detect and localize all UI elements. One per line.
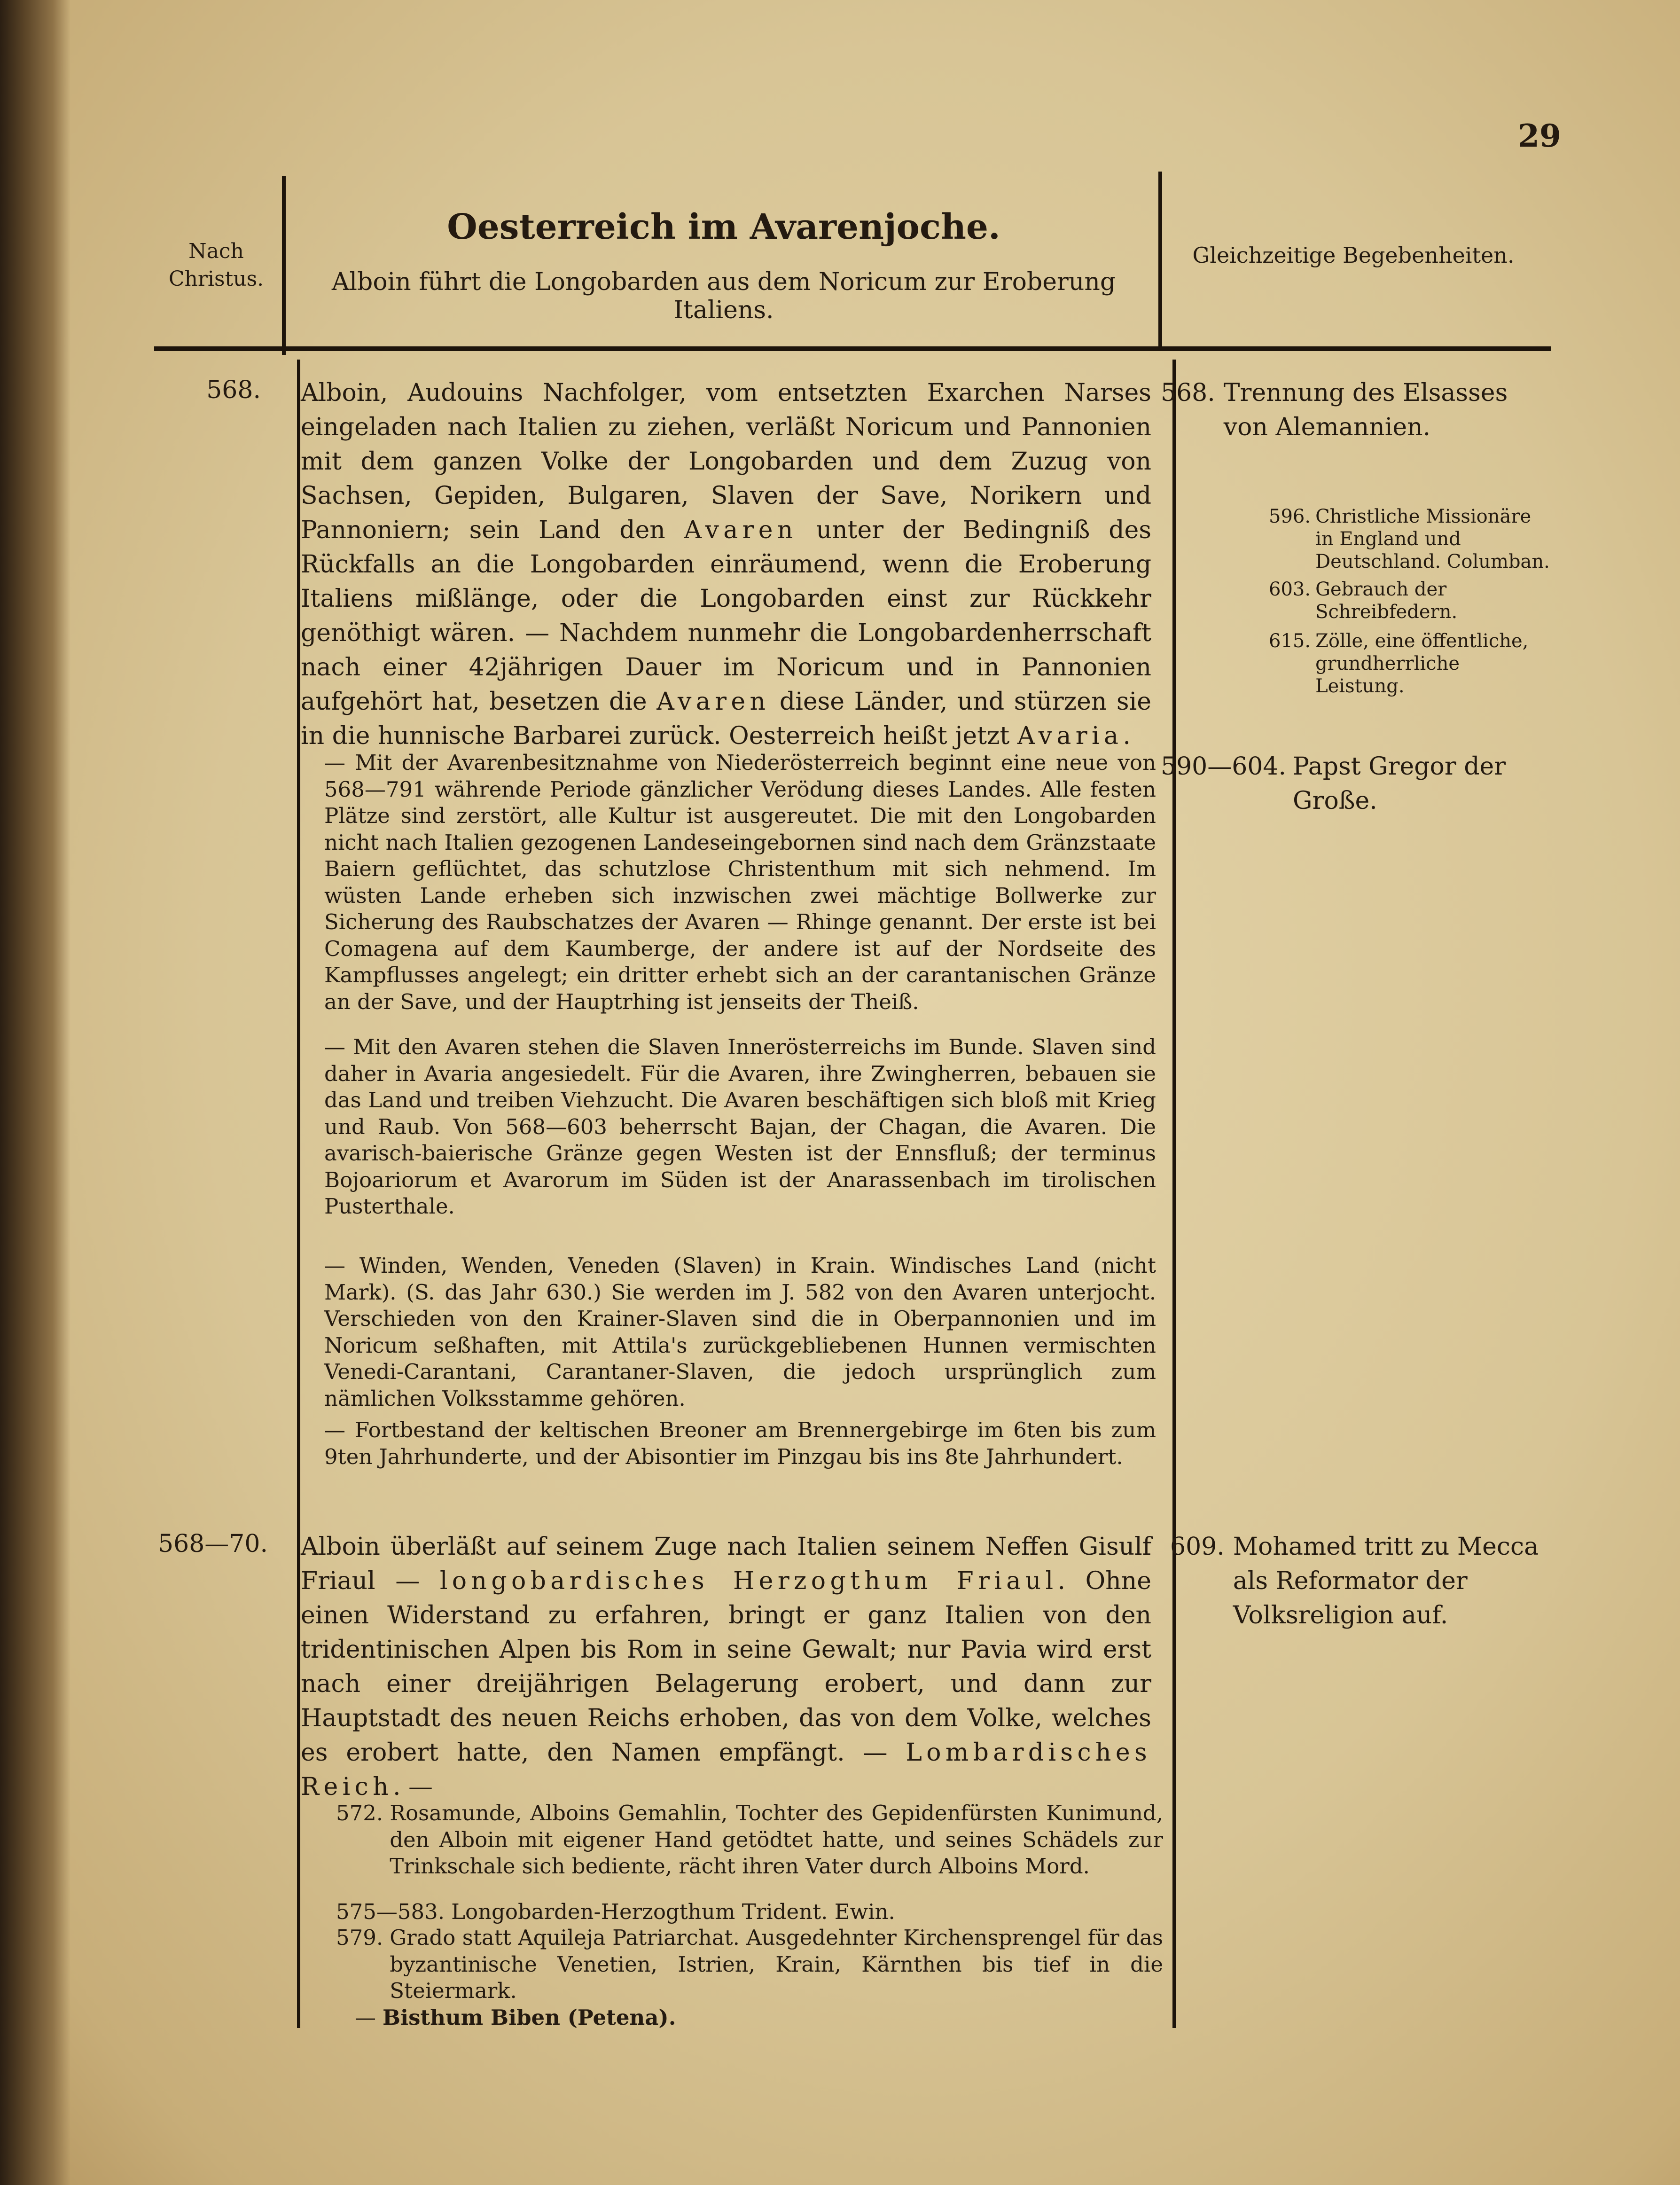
side-entry — [1161, 750, 1551, 818]
side-entry — [1170, 1530, 1555, 1633]
side-note — [1269, 505, 1551, 573]
entry-text: Alboin, Audouins Nachfolger, vom entsetzten Exarchen Narses eingeladen nach Italien zu ziehen, verläßt Noricum und Pannonien mit dem ganzen Volke der Longobarden und dem Zuzug von Sachsen, Gepiden, Bulgaren, Slaven der Save, Norikern und Pannoniern; sein Land den Avaren unter der Bedingniß des Rückfalls an die Longobarden einräumend, wenn die Eroberung Italiens mißlänge, oder die Longobarden einst zur Rückkehr genöthigt wären. — Nachdem nunmehr die Longobardenherrschaft nach einer 42jährigen Dauer im Noricum und in Pannonien aufgehört hat, besetzen die Avaren diese Länder, und stürzen sie in die hunnische Barbarei zurück. Oesterreich heißt jetzt Avaria. — [301, 379, 1152, 750]
note — [336, 1899, 1163, 1926]
side-date: 603. — [1269, 579, 1311, 600]
header-date-column: Nach Christus. — [168, 239, 264, 291]
side-text: Papst Gregor der Große. — [1293, 752, 1506, 815]
book-gutter — [0, 0, 70, 2185]
column-rule-top-right — [1158, 172, 1162, 350]
side-note — [1269, 578, 1551, 623]
entry-text: Alboin überläßt auf seinem Zuge nach Italien seinem Neffen Gisulf Friaul — longobardisches Herzogthum Friaul. Ohne einen Widerstand zu erfahren, bringt er ganz Italien von den tridentinischen Alpen bis Rom in seine Gewalt; nur Pavia wird erst nach einer dreijährigen Belagerung erobert, und dann zur Hauptstadt des neuen Reichs erhoben, das von dem Volke, welches es erobert hatte, den Namen empfängt. — Lombardisches Reich. — — [301, 1533, 1151, 1801]
note-text: Bisthum Biben (Petena). — [383, 2005, 676, 2030]
side-text: Zölle, eine öffentliche, grundherrliche Leistung. — [1315, 630, 1529, 697]
page-title: Oesterreich im Avarenjoche. — [447, 207, 1000, 247]
entry-date: 568. — [206, 376, 261, 404]
header-events-column: Gleichzeitige Begebenheiten. — [1192, 243, 1515, 268]
note-date: — — [355, 2005, 376, 2030]
entry-date: 568—70. — [158, 1530, 268, 1558]
note — [336, 1800, 1163, 1880]
page-number: 29 — [1518, 117, 1561, 154]
note: — Winden, Wenden, Veneden (Slaven) in Krain. Windisches Land (nicht Mark). (S. das Jahr 630.) Sie werden im J. 582 von den Avaren unterjocht. Verschieden von den Krainer-Slaven sind die in Oberpannonien und im Noricum seßhaften, mit Attila's zurückgebliebenen Hunnen vermischten Venedi-Carantani, Carantaner-Slaven, die jedoch ursprünglich zum nämlichen Volksstamme gehören. — [324, 1253, 1156, 1411]
note-text: Rosamunde, Alboins Gemahlin, Tochter des Gepidenfürsten Kunimund, den Alboin mit eigener Hand getödtet hatte, und seines Schädels zur Trinkschale sich bediente, rächt ihren Vater durch Alboins Mord. — [390, 1801, 1163, 1879]
side-text: Christliche Missionäre in England und Deutschland. Columban. — [1315, 506, 1550, 572]
note-text: Grado statt Aquileja Patriarchat. Ausgedehnter Kirchensprengel für das byzantinische Venetien, Istrien, Krain, Kärnthen bis tief in die Steiermark. — [390, 1925, 1163, 2003]
column-rule-left — [297, 360, 300, 2028]
column-rule-right — [1172, 360, 1176, 2028]
side-text: Mohamed tritt zu Mecca als Reformator der Volksreligion auf. — [1233, 1533, 1539, 1629]
side-text: Trennung des Elsasses von Alemannien. — [1223, 379, 1508, 441]
page-subtitle: Alboin führt die Longobarden aus dem Noricum zur Eroberung Italiens. — [331, 268, 1116, 324]
side-date: 615. — [1269, 630, 1311, 652]
side-entry — [1161, 376, 1551, 445]
side-date: 590—604. — [1161, 752, 1287, 781]
column-rule-top-left — [282, 176, 286, 355]
note: — Mit der Avarenbesitznahme von Niederösterreich beginnt eine neue von 568—791 währende Periode gänzlicher Verödung dieses Landes. Alle festen Plätze sind zerstört, alle Kultur ist ausgereutet. Die mit den Longobarden nicht nach Italien gezogenen Landeseingebornen sind nach dem Gränzstaate Baiern geflüchtet, das schutzlose Christenthum mit sich nehmend. Im wüsten Lande erheben sich inzwischen zwei mächtige Bollwerke zur Sicherung des Raubschatzes der Avaren — Rhinge genannt. Der erste ist bei Comagena auf dem Kaumberge, der andere ist auf der Nordseite des Kampflusses angelegt; ein dritter erhebt sich an der carantanischen Gränze an der Save, und der Hauptrhing ist jenseits der Theiß. — [324, 750, 1156, 1014]
side-note — [1269, 630, 1551, 697]
note — [336, 1925, 1163, 2005]
side-text: Gebrauch der Schreibfedern. — [1315, 579, 1458, 623]
note-date: 575—583. — [336, 1899, 445, 1924]
note — [355, 2005, 1163, 2031]
side-date: 609. — [1170, 1533, 1225, 1561]
note-date: 572. — [336, 1801, 383, 1825]
note-text: Longobarden-Herzogthum Trident. Ewin. — [451, 1899, 895, 1924]
note: — Fortbestand der keltischen Breoner am Brennergebirge im 6ten bis zum 9ten Jahrhunderte, und der Abisontier im Pinzgau bis ins 8te Jahrhundert. — [324, 1418, 1156, 1469]
side-date: 596. — [1269, 506, 1311, 527]
header-divider — [154, 346, 1551, 351]
note-date: 579. — [336, 1925, 383, 1950]
note: — Mit den Avaren stehen die Slaven Innerösterreichs im Bunde. Slaven sind daher in Avaria angesiedelt. Für die Avaren, ihre Zwingherren, bebauen sie das Land und treiben Viehzucht. Die Avaren beschäftigen sich bloß mit Krieg und Raub. Von 568—603 beherrscht Bajan, der Chagan, die Avaren. Die avarisch-baierische Gränze gegen Westen ist der Ennsfluß; der terminus Bojoariorum et Avarorum im Süden ist der Anarassenbach im tirolischen Pusterthale. — [324, 1034, 1156, 1219]
side-date: 568. — [1161, 379, 1215, 407]
